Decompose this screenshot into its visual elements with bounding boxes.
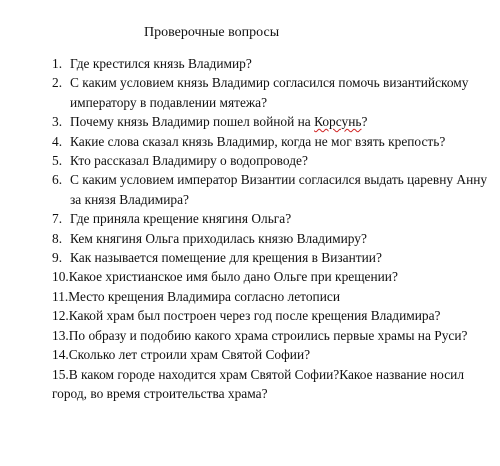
question-number: 6.: [52, 172, 63, 188]
question-number: 13.: [52, 327, 69, 343]
question-text: Где приняла крещение княгиня Ольга?: [70, 211, 292, 227]
question-text: Как называется помещение для крещения в Византии?: [70, 250, 382, 266]
question-text: С каким условием император Византии согласился выдать царевну Анну за князя Владимира?: [70, 172, 488, 207]
spellcheck-marked-word: Корсунь: [314, 114, 362, 130]
question-text-part: ?: [361, 114, 368, 130]
question-item-4: [40, 132, 490, 151]
question-text: Где крестился князь Владимир?: [70, 56, 252, 71]
question-item-3: [40, 112, 490, 131]
question-number: 5.: [52, 153, 63, 169]
question-text: [70, 114, 367, 129]
question-text: Какие слова сказал князь Владимир, когда не мог взять крепость?: [70, 133, 446, 149]
question-number: 7.: [52, 211, 63, 227]
question-text: Кем княгиня Ольга приходилась князю Владимиру?: [70, 230, 367, 246]
question-number: 4.: [52, 133, 63, 149]
question-item-6: [40, 170, 490, 209]
question-number: 3.: [52, 114, 63, 130]
question-text: Место крещения Владимира согласно летописи: [68, 288, 340, 304]
question-number: 15.: [52, 366, 69, 382]
question-text: Кто рассказал Владимиру о водопроводе?: [70, 153, 308, 169]
question-item-8: [40, 229, 490, 248]
question-text: По образу и подобию какого храма строились первые храмы на Руси?: [68, 327, 468, 343]
question-item-1: [40, 54, 490, 73]
question-text: В каком городе находится храм Святой Софии?Какое название носил город, во время строительства храма?: [52, 366, 464, 401]
question-number: 8.: [52, 230, 63, 246]
question-text: Какой храм был построен через год после крещения Владимира?: [68, 308, 441, 324]
question-item-15: [40, 365, 490, 404]
question-number: 1.: [52, 56, 63, 71]
question-item-12: [40, 306, 490, 325]
question-number: 12.: [52, 308, 69, 324]
question-item-2: [40, 73, 490, 112]
question-text-part: Почему князь Владимир пошел войной на: [70, 114, 315, 130]
page-title: Проверочные вопросы: [144, 25, 280, 40]
question-number: 11.: [52, 288, 69, 304]
question-item-13: [40, 326, 490, 345]
question-number: 10.: [52, 269, 69, 285]
question-item-7: [40, 209, 490, 228]
question-number: 9.: [52, 250, 63, 266]
questions-list: [40, 54, 490, 403]
question-item-10: [40, 267, 490, 286]
question-number: 2.: [52, 75, 63, 91]
question-text: Какое христианское имя было дано Ольге при крещении?: [68, 269, 398, 285]
question-item-14: [40, 345, 490, 364]
question-number: 14.: [52, 347, 69, 363]
question-item-9: [40, 248, 490, 267]
question-text: С каким условием князь Владимир согласился помочь византийскому императору в подавлении мятежа?: [70, 75, 469, 110]
question-text: Сколько лет строили храм Святой Софии?: [68, 347, 311, 363]
question-item-11: [40, 287, 490, 306]
question-item-5: [40, 151, 490, 170]
